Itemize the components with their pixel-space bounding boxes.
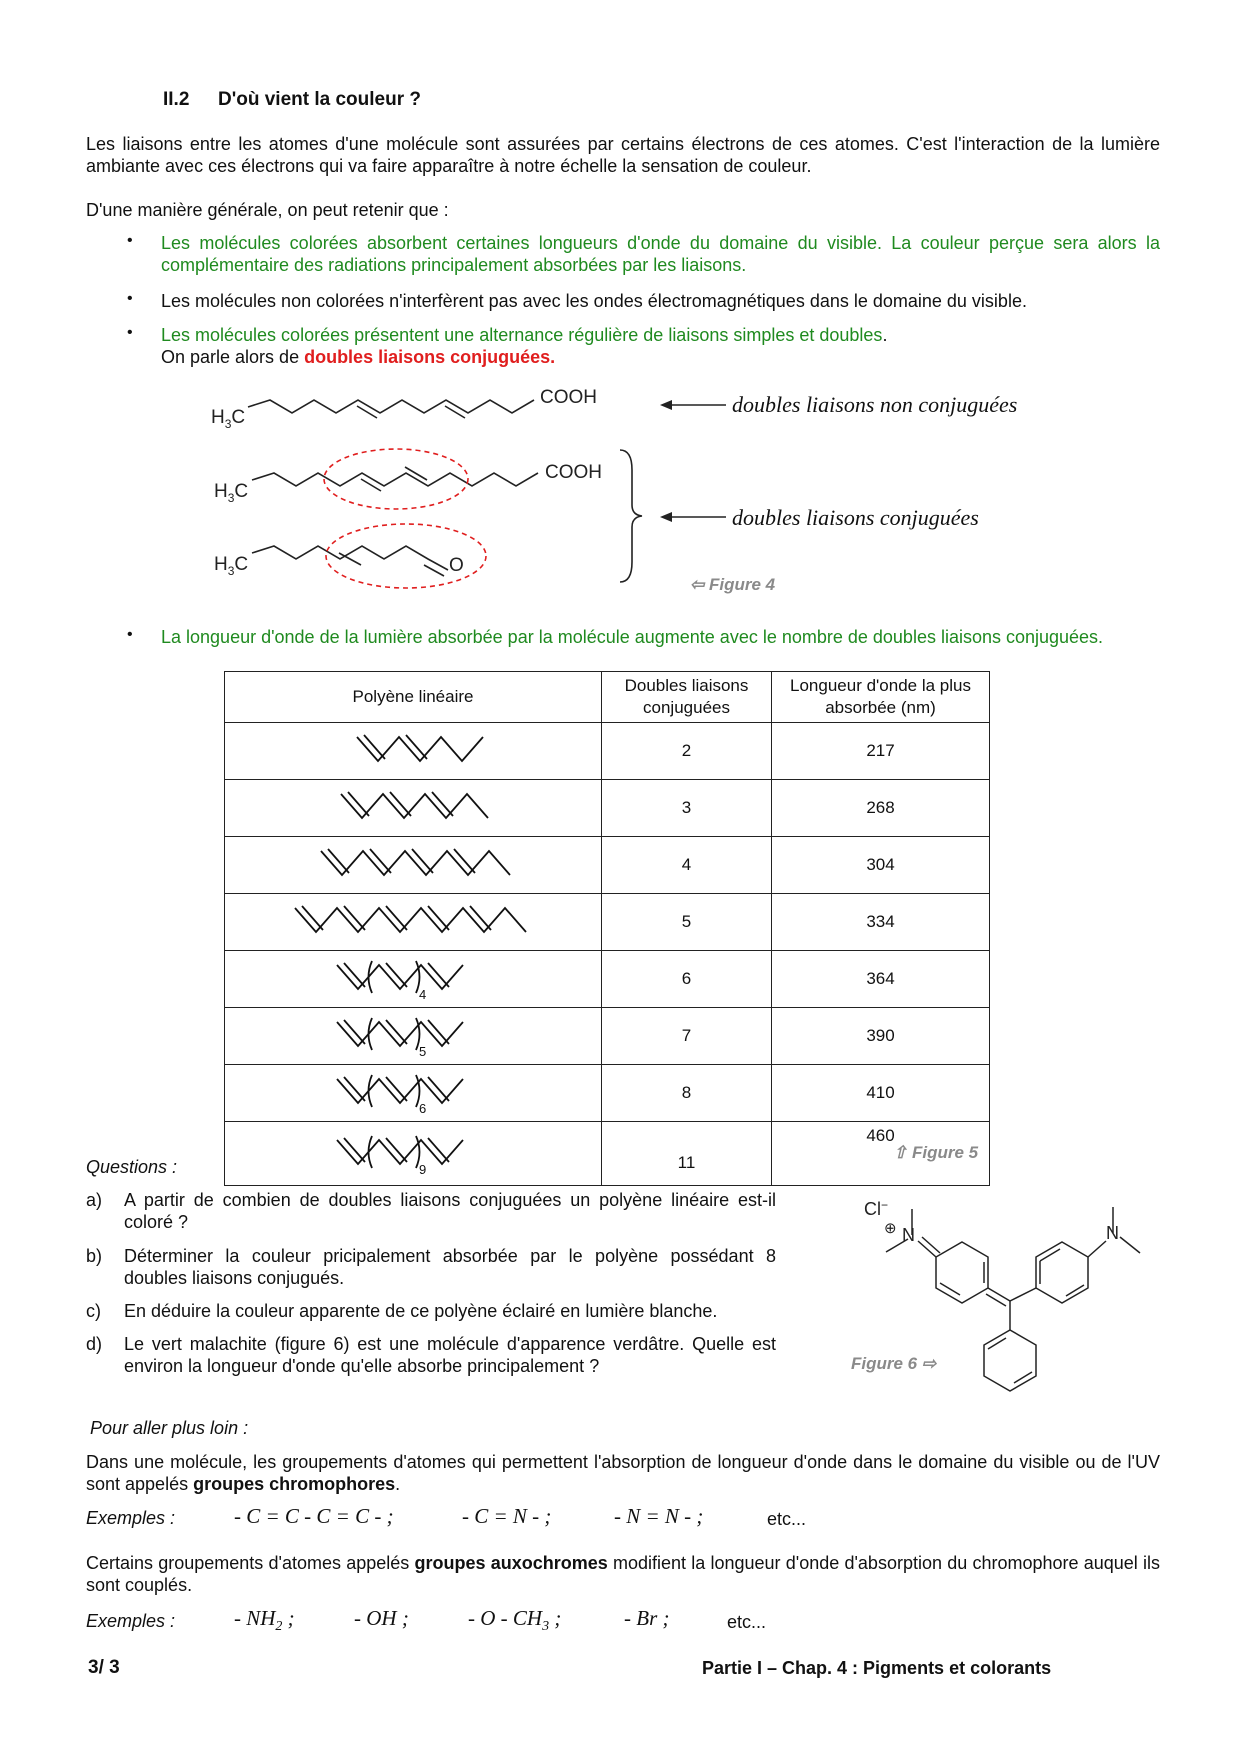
intro-paragraph: Les liaisons entre les atomes d'une molécule sont assurées par certains électrons de ces atomes. C'est l'interaction de la lumière ambiante avec ces électrons qui va faire apparaître à notre échelle la sensation de couleur. xyxy=(86,134,1160,176)
bullet-alternance xyxy=(161,324,1160,368)
conjugated-emphasis: doubles liaisons conjuguées. xyxy=(304,347,556,367)
chromophore-paragraph: Dans une molécule, les groupements d'atomes qui permettent l'absorption de longueur d'onde dans le domaine du visible ou de l'UV sont appelés groupes chromophores. xyxy=(86,1452,1160,1494)
table-row xyxy=(225,723,990,780)
section-heading xyxy=(163,89,421,111)
wavelength-value: 217 xyxy=(772,723,990,780)
nitrogen-label: N xyxy=(902,1225,915,1245)
table-row xyxy=(225,1065,990,1122)
double-bond-line xyxy=(328,849,349,873)
table-row xyxy=(225,894,990,951)
double-bond-line xyxy=(364,735,385,759)
oxygen-label: O xyxy=(449,555,464,576)
auxochrome-term: groupes auxochromes xyxy=(414,1553,608,1573)
table-row xyxy=(225,1008,990,1065)
zigzag-chain xyxy=(341,794,488,818)
polyene-structure xyxy=(225,894,602,951)
double-bond-line xyxy=(344,963,365,987)
nitrogen-label: N xyxy=(1106,1223,1119,1243)
repeat-count: 9 xyxy=(419,1161,427,1177)
double-bond-count: 8 xyxy=(602,1065,772,1122)
questions-label: Questions : xyxy=(86,1157,178,1177)
double-bond-line xyxy=(386,1020,407,1044)
h3c-label: H xyxy=(211,407,225,428)
double-bond-line xyxy=(344,1077,365,1101)
double-bond-line xyxy=(412,849,433,873)
double-bond-count: 3 xyxy=(602,780,772,837)
repeat-count: 6 xyxy=(419,1101,427,1116)
double-bond-count: 6 xyxy=(602,951,772,1008)
wavelength-value: 410 xyxy=(772,1065,990,1122)
wavelength-value: 390 xyxy=(772,1008,990,1065)
svg-text:H3C: $H_3C$ xyxy=(214,554,249,578)
zigzag-chain xyxy=(295,908,526,932)
double-bond-line xyxy=(386,1138,407,1162)
polyene-structure xyxy=(225,837,602,894)
wavelength-value: 460 xyxy=(772,1122,990,1186)
auxochrome-example: - OH ; xyxy=(354,1606,409,1630)
double-bond-count: 5 xyxy=(602,894,772,951)
examples-label: Exemples : xyxy=(86,1508,176,1528)
auxochrome-example: - O - $CH_3$ ; xyxy=(468,1606,562,1635)
bullet-non-colored: Les molécules non colorées n'interfèrent pas avec les ondes électromagnétiques dans le domaine du visible. xyxy=(161,291,1027,311)
double-bond-line xyxy=(344,1020,365,1044)
double-bond-line xyxy=(432,792,453,816)
double-bond-count: 4 xyxy=(602,837,772,894)
auxochrome-example: - $NH_2$ ; xyxy=(234,1606,295,1635)
page-number: 3/ 3 xyxy=(88,1657,120,1678)
repeat-bracket-left xyxy=(369,1136,373,1168)
wavelength-value: 268 xyxy=(772,780,990,837)
double-bond-count: 2 xyxy=(602,723,772,780)
double-bond-line xyxy=(348,792,369,816)
etc-text: etc... xyxy=(727,1612,767,1632)
polyene-structure xyxy=(225,1065,602,1122)
double-bond-line xyxy=(428,1077,449,1101)
double-bond-count: 11 xyxy=(602,1122,772,1186)
double-bond-line xyxy=(344,1138,365,1162)
repeat-bracket-left xyxy=(369,1018,373,1050)
double-bond-line xyxy=(428,906,449,930)
bullet-wavelength: La longueur d'onde de la lumière absorbée par la molécule augmente avec le nombre de doubles liaisons conjuguées. xyxy=(161,627,1104,647)
wavelength-value: 334 xyxy=(772,894,990,951)
svg-text:H3C: $H_3C$ xyxy=(211,407,246,431)
polyene-structure xyxy=(225,1122,602,1186)
chromophore-example: - N = N - ; xyxy=(614,1504,704,1528)
auxochrome-example: - Br ; xyxy=(624,1606,670,1630)
bullet-marker: • xyxy=(127,232,133,249)
chromophore-example: - C = C - C = C - ; xyxy=(234,1504,394,1528)
double-bond-line xyxy=(428,1138,449,1162)
table-row xyxy=(225,837,990,894)
table-row xyxy=(225,951,990,1008)
section-number: II.2 xyxy=(163,89,190,110)
retain-text: D'une manière générale, on peut retenir que : xyxy=(86,200,449,220)
chromophore-term: groupes chromophores xyxy=(193,1474,396,1494)
double-bond-line xyxy=(386,906,407,930)
cooh-label: COOH xyxy=(540,387,597,408)
table-header-row xyxy=(225,672,990,723)
double-bond-line xyxy=(302,906,323,930)
alternance-text: Les molécules colorées présentent une alternance régulière de liaisons simples et doubles xyxy=(161,325,883,345)
repeat-count: 4 xyxy=(419,987,427,1002)
table-row xyxy=(225,1122,990,1186)
auxochrome-paragraph: Certains groupements d'atomes appelés groupes auxochromes modifient la longueur d'onde d'absorption du chromophore auquel ils sont couplés. xyxy=(86,1553,1160,1595)
polyene-structure xyxy=(225,723,602,780)
polyene-structure xyxy=(225,951,602,1008)
footer-title: Partie I – Chap. 4 : Pigments et colorants xyxy=(702,1658,1052,1678)
h3c-label: H xyxy=(214,554,228,575)
polyene-structure xyxy=(225,780,602,837)
repeat-bracket-left xyxy=(369,961,373,993)
repeat-count: 5 xyxy=(419,1044,427,1059)
etc-text: etc... xyxy=(767,1509,807,1529)
conjugated-prefix: On parle alors de xyxy=(161,347,305,367)
double-bond-count: 7 xyxy=(602,1008,772,1065)
header-polyene: Polyène linéaire xyxy=(225,672,602,723)
double-bond-line xyxy=(390,792,411,816)
polyene-structure xyxy=(225,1008,602,1065)
bullet-marker: • xyxy=(127,324,133,341)
bullet-colored-molecules: Les molécules colorées absorbent certaines longueurs d'onde du domaine du visible. La couleur perçue sera alors la complémentaire des radiations principalement absorbées par les liaisons. xyxy=(161,233,1160,275)
section-title: D'où vient la couleur ? xyxy=(218,89,421,110)
figure-6-caption: Figure 6 ⇨ xyxy=(851,1354,937,1373)
double-bond-line xyxy=(470,906,491,930)
repeat-bracket-left xyxy=(369,1075,373,1107)
double-bond-line xyxy=(386,1077,407,1101)
cooh-label: COOH xyxy=(545,462,602,483)
figure-4-caption: ⇦ Figure 4 xyxy=(690,575,776,594)
double-bond-line xyxy=(454,849,475,873)
label-non-conjugated: doubles liaisons non conjuguées xyxy=(732,392,1018,417)
plus-charge-icon: ⊕ xyxy=(884,1220,897,1237)
svg-text:Cl−: Cl− xyxy=(864,1198,889,1219)
bullet-marker: • xyxy=(127,290,133,307)
figure-4-molecules xyxy=(0,370,1240,610)
svg-text:H3C: $H_3C$ xyxy=(214,481,249,505)
header-wavelength: Longueur d'onde la plus absorbée (nm) xyxy=(772,672,990,723)
wavelength-value: 364 xyxy=(772,951,990,1008)
alternance-dot: . xyxy=(882,325,888,345)
chromophore-example: - C = N - ; xyxy=(462,1504,552,1528)
double-bond-line xyxy=(344,906,365,930)
left-arrow-icon: ⇦ xyxy=(690,575,705,594)
label-conjugated: doubles liaisons conjuguées xyxy=(732,505,979,530)
header-double-bonds: Doubles liaisons conjuguées xyxy=(602,672,772,723)
examples-label: Exemples : xyxy=(86,1611,176,1631)
zigzag-chain xyxy=(321,851,510,875)
double-bond-line xyxy=(406,735,427,759)
further-label: Pour aller plus loin : xyxy=(90,1418,249,1438)
figure-5-caption: ⇧ Figure 5 xyxy=(893,1143,979,1162)
bullet-marker: • xyxy=(127,626,133,643)
table-row xyxy=(225,780,990,837)
h3c-label: H xyxy=(214,481,228,502)
polyene-table xyxy=(224,671,990,1186)
double-bond-line xyxy=(386,963,407,987)
chloride-label: Cl xyxy=(864,1199,881,1219)
double-bond-line xyxy=(370,849,391,873)
right-arrow-icon: ⇨ xyxy=(921,1354,937,1373)
wavelength-value: 304 xyxy=(772,837,990,894)
up-arrow-icon: ⇧ xyxy=(893,1143,908,1162)
double-bond-line xyxy=(428,1020,449,1044)
double-bond-line xyxy=(428,963,449,987)
